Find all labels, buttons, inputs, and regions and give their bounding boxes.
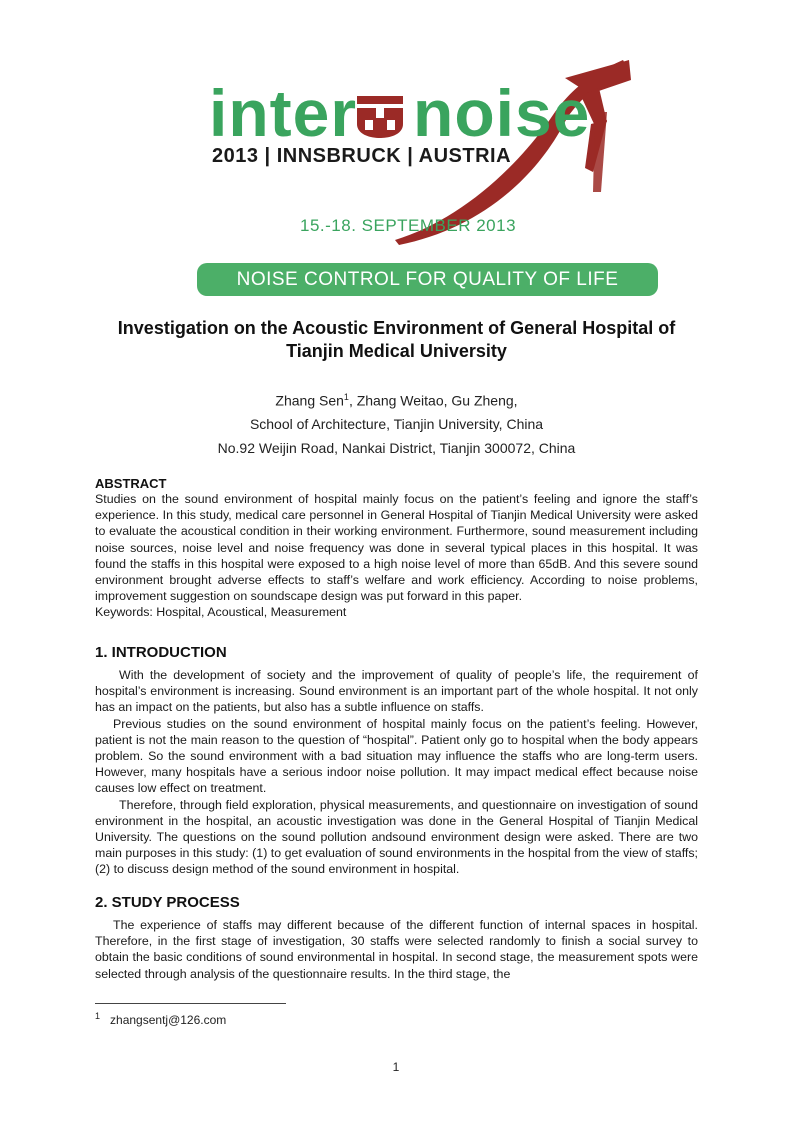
section-body-study-process xyxy=(95,917,698,982)
other-authors: , Zhang Weitao, Gu Zheng, xyxy=(348,392,518,409)
affiliation-institution: School of Architecture, Tianjin University, China xyxy=(249,416,544,432)
conference-motto-banner: NOISE CONTROL FOR QUALITY OF LIFE xyxy=(197,263,658,296)
abstract-body xyxy=(95,491,698,621)
section-heading-introduction: 1. INTRODUCTION xyxy=(95,644,227,661)
conference-dates: 15.-18. SEPTEMBER 2013 xyxy=(300,216,517,235)
logo-text-inter: inter xyxy=(209,76,358,150)
innsbruck-crest-icon xyxy=(355,92,405,138)
page-number: 1 xyxy=(392,1060,400,1074)
footnote xyxy=(95,1011,226,1027)
section-heading-study-process: 2. STUDY PROCESS xyxy=(95,894,240,911)
author-list xyxy=(90,392,703,409)
footnote-email: zhangsentj@126.com xyxy=(110,1013,227,1027)
abstract-heading: ABSTRACT xyxy=(95,476,167,491)
footnote-divider xyxy=(95,1003,286,1004)
paper-title: Investigation on the Acoustic Environment of General Hospital of Tianjin Medical University xyxy=(117,318,676,361)
abstract-text: Studies on the sound environment of hospital mainly focus on the patient’s feeling and ignore the staff’s experience. In this study, medical care personnel in General Hospital of Tianjin Medical University were asked to evaluate the acoustical condition in their working environment. Furthermore, sound measurement including noise sources, noise level and noise frequency was done in several typical places in this hospital. It was found the staffs in this hospital were exposed to a high noise level of more than 65dB. And this severe sound environment brought adverse effects to staff’s welfare and work efficiency. According to noise problems, improvement suggestion on soundscape design was put forward in this paper. xyxy=(95,492,698,604)
intro-paragraph-2: Previous studies on the sound environment of hospital mainly focus on the patient’s feeling. However, patient is not the main reason to the question of “hospital”. Patient only go to hospital when the body appears problem. So the sound environment with a bad situation may influence the staffs who are long-term users. However, many hospitals have a serious indoor noise pollution. It may impact medical effect because noise causes low effect on treatment. xyxy=(95,716,698,796)
footnote-mark: 1 xyxy=(343,392,349,402)
study-paragraph-1: The experience of staffs may different because of the different function of internal spaces in hospital. Therefore, in the first stage of investigation, 30 staffs were selected randomly to finish a social survey to obtain the basic conditions of sound environmental in hospital. In second stage, the measurement spots were selected through analysis of the questionnaire results. In the third stage, the xyxy=(95,918,698,981)
footnote-number: 1 xyxy=(95,1011,101,1021)
intro-paragraph-3: Therefore, through field exploration, physical measurements, and questionnaire on investigation of sound environment in the hospital, an acoustic investigation was done in the General Hospital of Tianjin Medical University. The questions on the sound pollution andsound environment design were asked. There are two main purposes in this study: (1) to get evaluation of sound environments in the hospital from the view of staffs; (2) to discuss design method of the sound environment in hospital. xyxy=(95,797,698,877)
abstract-keywords: Keywords: Hospital, Acoustical, Measurement xyxy=(95,605,347,620)
intro-paragraph-1: With the development of society and the improvement of quality of people’s life, the requirement of hospital’s environment is increasing. Sound environment is an important part of the whole hospital. It not only has an impact on the patients, but also has a subtle influence on staffs. xyxy=(95,668,698,715)
first-author: Zhang Sen xyxy=(275,392,344,409)
conference-location: 2013 | INNSBRUCK | AUSTRIA xyxy=(212,145,512,167)
section-body-introduction xyxy=(95,667,698,878)
affiliation-address: No.92 Weijin Road, Nankai District, Tianjin 300072, China xyxy=(217,440,576,456)
logo-text-noise: noise xyxy=(413,76,591,150)
